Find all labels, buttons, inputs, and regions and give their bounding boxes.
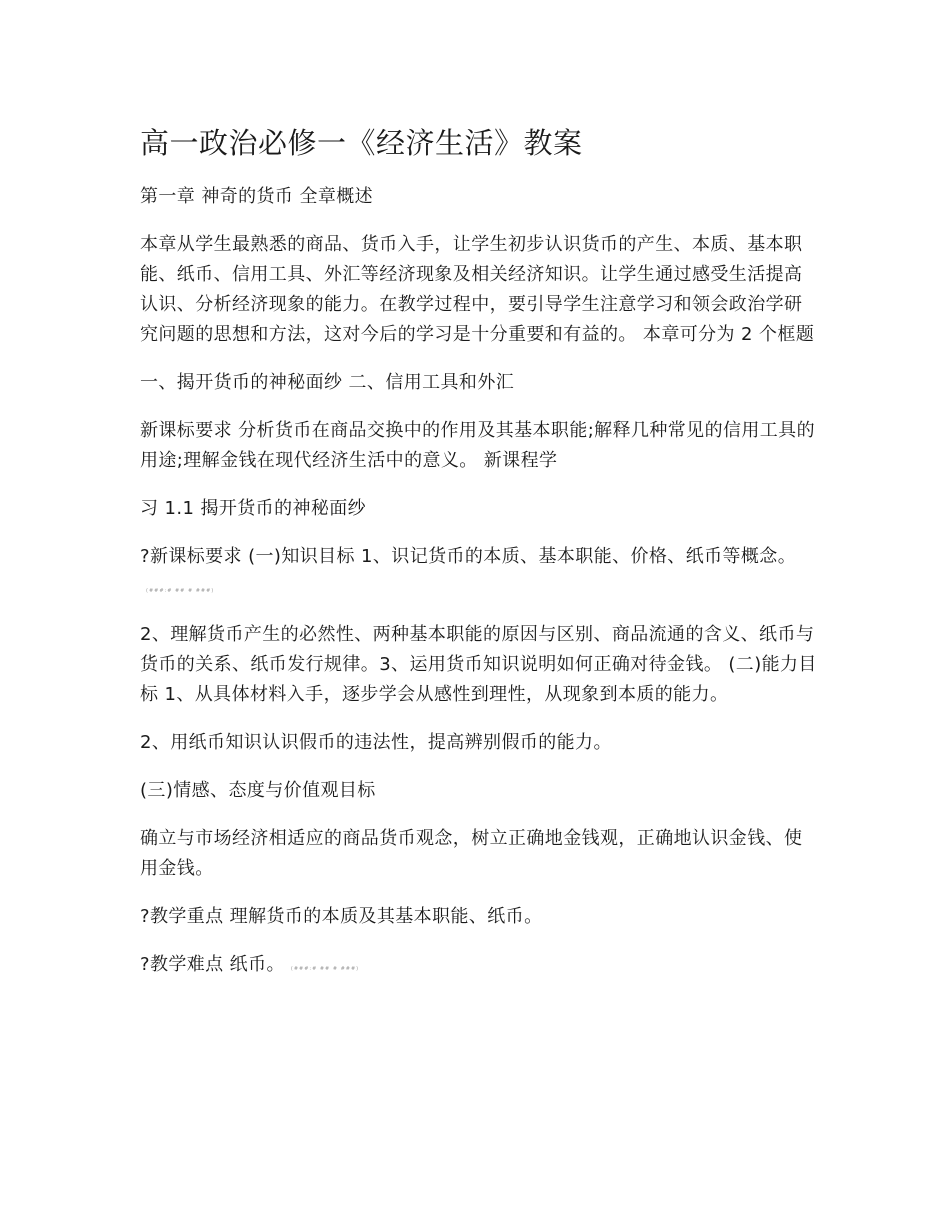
knowledge-goals-text: ?新课标要求 (一)知识目标 1、识记货币的本质、基本职能、价格、纸币等概念。 — [140, 546, 797, 567]
tiny-watermark-mark: (###:# ## # ###) — [146, 588, 215, 594]
curriculum-requirements: 新课标要求 分析货币在商品交换中的作用及其基本职能;解释几种常见的信用工具的用途;理解金钱在现代经济生活中的意义。 新课程学 — [140, 420, 815, 471]
knowledge-goals — [140, 542, 820, 602]
values-goal-text: 确立与市场经济相适应的商品货币观念，树立正确地金钱观，正确地认识金钱、使用金钱。 — [140, 828, 803, 879]
chapter-overview: 本章从学生最熟悉的商品、货币入手，让学生初步认识货币的产生、本质、基本职能、纸币、信用工具、外汇等经济现象及相关经济知识。让学生通过感受生活提高认识、分析经济现象的能力。在教学过程中，要引导学生注意学习和领会政治学研究问题的思想和方法，这对今后的学习是十分重要和有益的。 本章可分为 2 个框题 — [140, 234, 815, 345]
document-page — [140, 124, 820, 998]
understanding-goals: 2、理解货币产生的必然性、两种基本职能的原因与区别、商品流通的含义、纸币与货币的关系、纸币发行规律。3、运用货币知识说明如何正确对待金钱。 (二)能力目标 1、从具体材料入手，逐步学会从感性到理性，从现象到本质的能力。 — [140, 624, 817, 705]
teaching-focus: ?教学重点 理解货币的本质及其基本职能、纸币。 — [140, 906, 543, 927]
values-goal-heading: (三)情感、态度与价值观目标 — [140, 780, 376, 801]
chapter-heading: 第一章 神奇的货币 全章概述 — [140, 186, 374, 207]
teaching-difficulty — [140, 950, 820, 980]
counterfeit-goal: 2、用纸币知识认识假币的违法性，提高辨别假币的能力。 — [140, 732, 612, 753]
chapter-sections: 一、揭开货币的神秘面纱 二、信用工具和外汇 — [140, 372, 515, 393]
document-title: 高一政治必修一《经济生活》教案 — [140, 126, 583, 160]
lesson-heading: 习 1.1 揭开货币的神秘面纱 — [140, 498, 367, 519]
teaching-difficulty-text: ?教学难点 纸币。 — [140, 954, 285, 975]
tiny-watermark-mark-2: (###:# ## # ###) — [290, 966, 360, 972]
